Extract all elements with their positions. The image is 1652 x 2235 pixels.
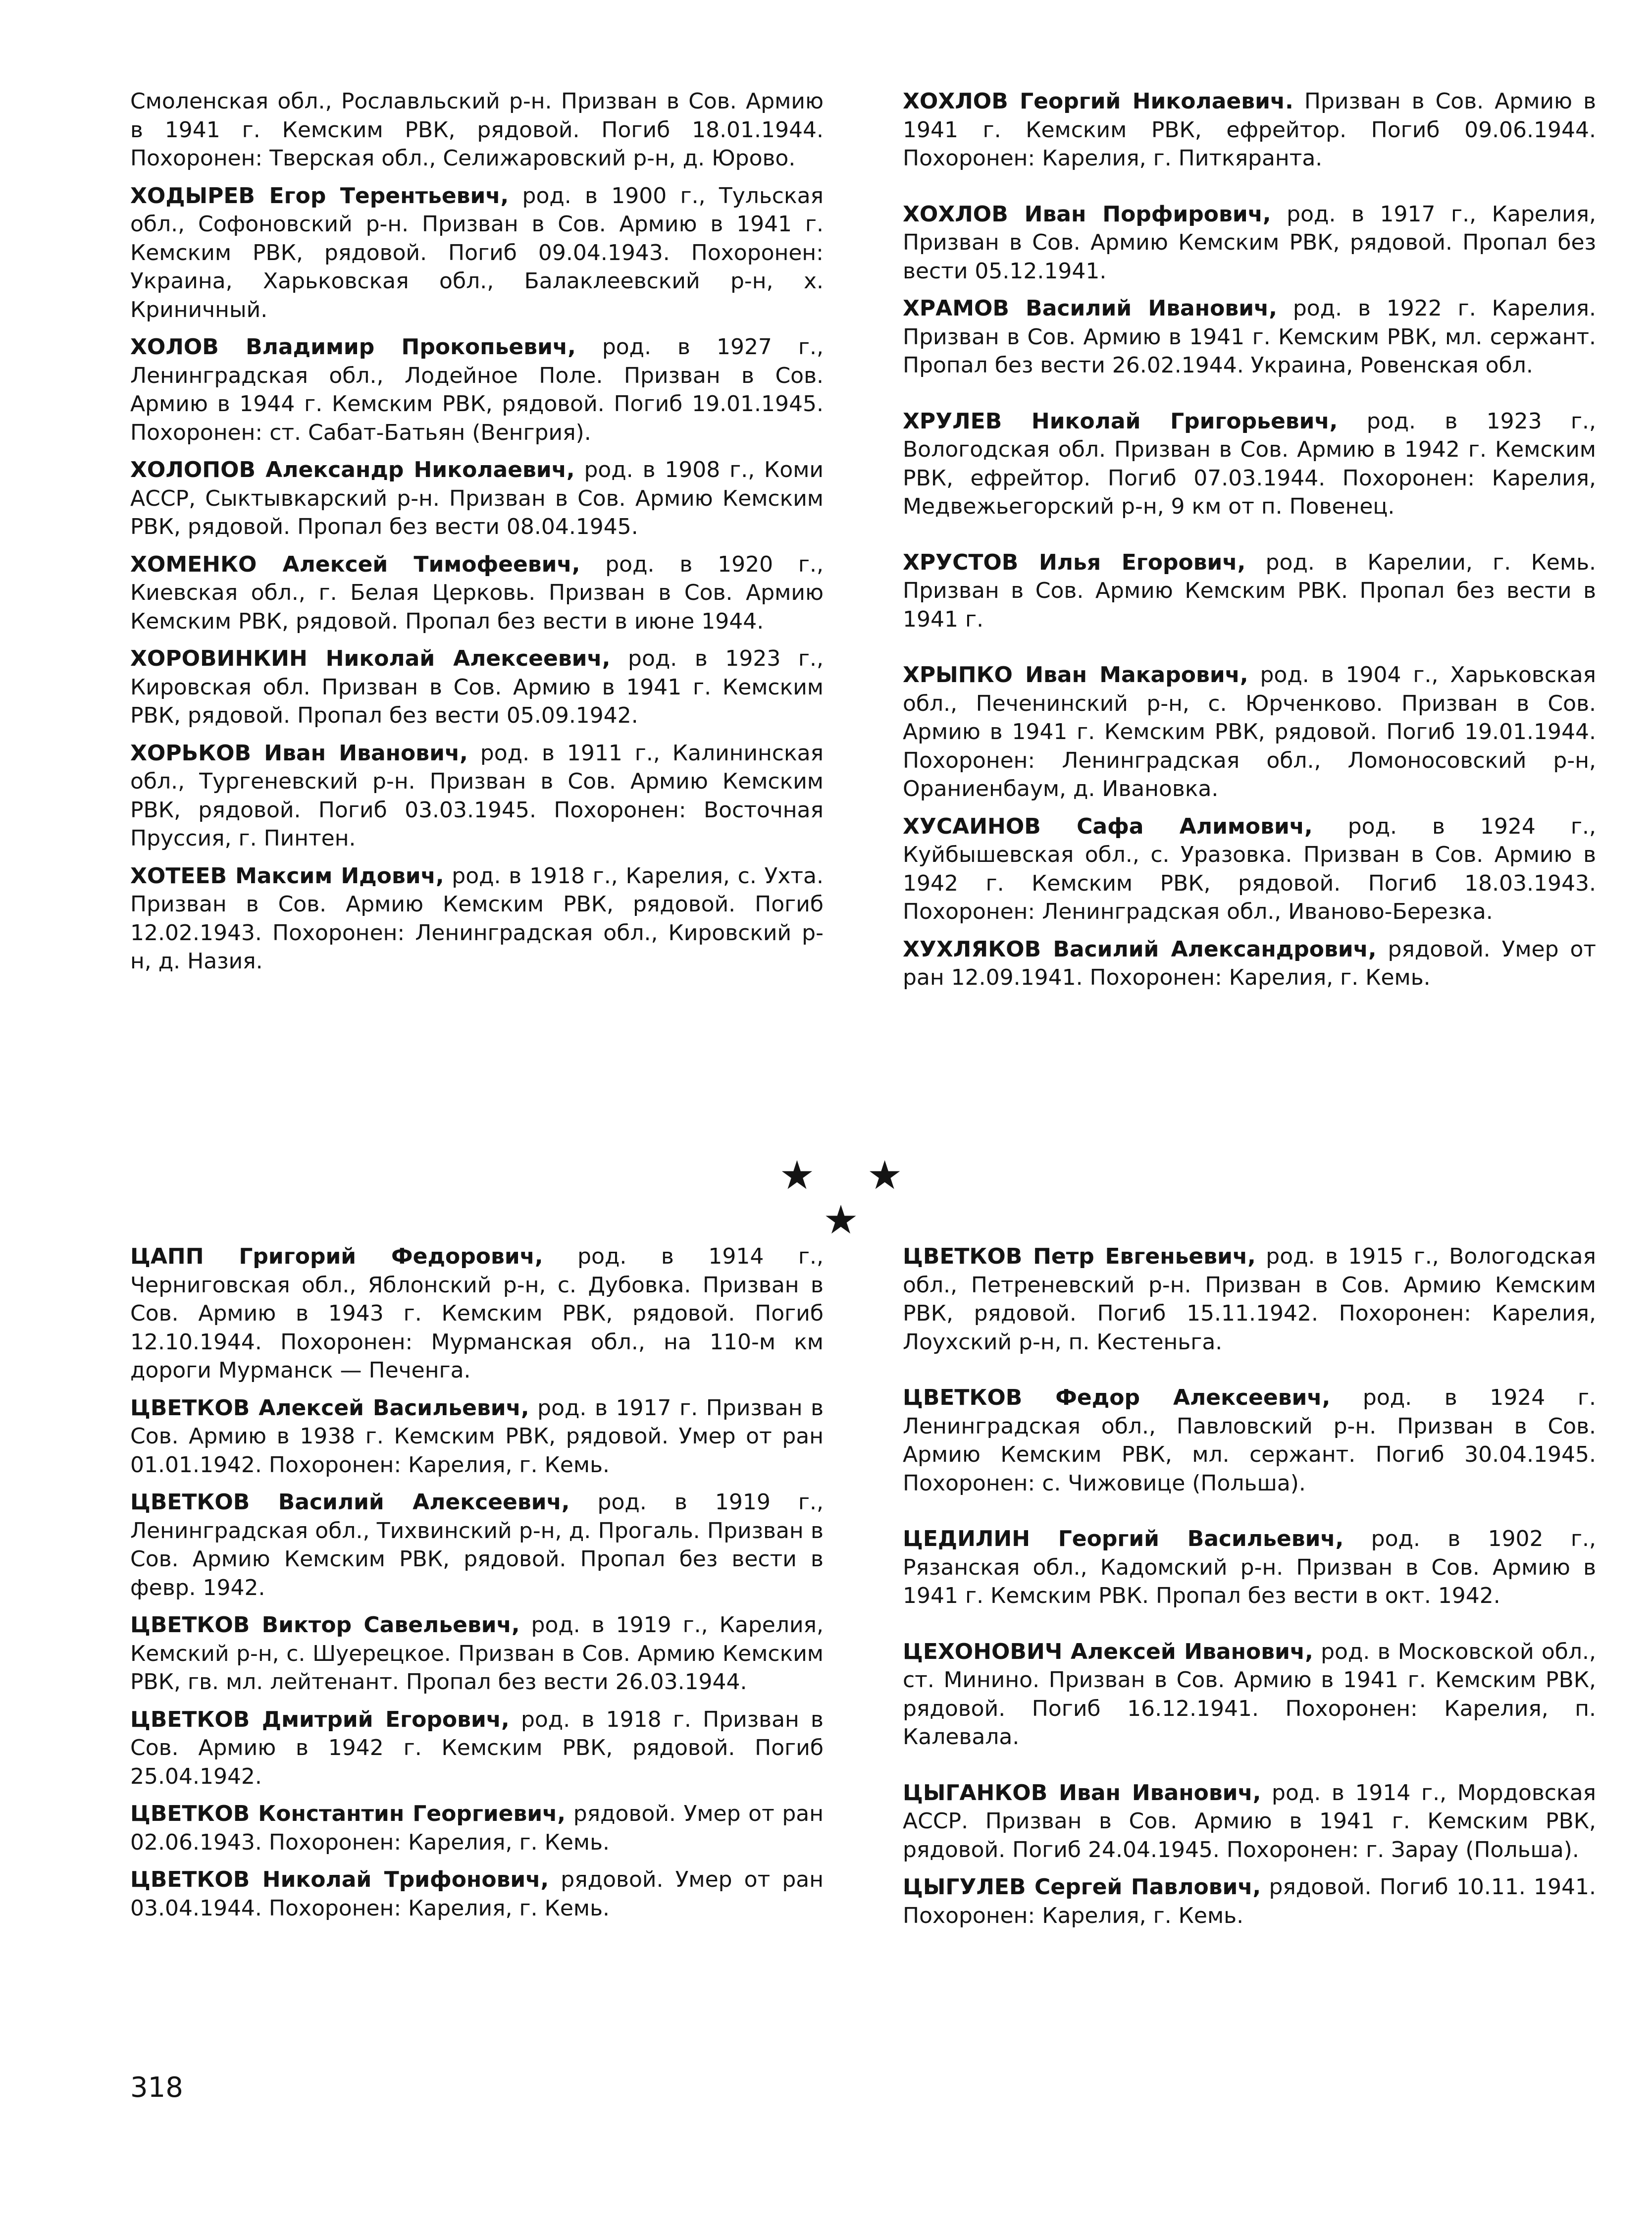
section-separator-stars: ★ ★ ★ [779, 1152, 923, 1243]
entry-name: ЦВЕТКОВ Алексей Васильевич, [130, 1395, 529, 1421]
entry [903, 1242, 1596, 1356]
entry [130, 1705, 824, 1791]
entry [903, 1384, 1596, 1497]
entry [903, 1638, 1596, 1752]
entry [130, 739, 824, 853]
entry-name: ЦВЕТКОВ Петр Евгеньевич, [903, 1244, 1256, 1269]
entry-text: род. в 1917 г., Карелия, Призван в Сов. Армию Кемским РВК, рядовой. Пропал без вести 05.12.1941. [903, 201, 1596, 284]
entry [130, 1611, 824, 1697]
entry [130, 1394, 824, 1480]
entry-text: рядовой. Погиб 10.11. 1941. Похоронен: Карелия, г. Кемь. [903, 1874, 1596, 1928]
entry-name: ХРАМОВ Василий Иванович, [903, 296, 1277, 321]
entry-text: рядовой. Умер от ран 12.09.1941. Похоронен: Карелия, г. Кемь. [903, 936, 1596, 990]
entry [903, 1873, 1596, 1930]
entry [903, 407, 1596, 521]
entry-text: род. в 1915 г., Вологодская обл., Петреневский р-н. Призван в Сов. Армию Кемским РВК, рядовой. Погиб 15.11.1942. Похоронен: Карелия, Лоухский р-н, п. Кестеньга. [903, 1244, 1596, 1355]
entry-text: род. в 1911 г., Калининская обл., Тургеневский р-н. Призван в Сов. Армию Кемским РВК, рядовой. Погиб 03.03.1945. Похоронен: Восточная Пруссия, г. Пинтен. [130, 740, 824, 851]
entry [130, 862, 824, 976]
entry-name: ХОРЬКОВ Иван Иванович, [130, 740, 468, 766]
entry-text: род. в 1914 г., Черниговская обл., Яблонский р-н, с. Дубовка. Призван в Сов. Армию в 1943 г. Кемским РВК, рядовой. Погиб 12.10.1944. Похоронен: Мурманская обл., на 110-м км дороги Мурманск — Печенга. [130, 1244, 824, 1383]
entry-text: род. в 1919 г., Ленинградская обл., Тихвинский р-н, д. Прогаль. Призван в Сов. Армию Кемским РВК, рядовой. Пропал без вести в февр. 1942. [130, 1490, 824, 1600]
entry [130, 456, 824, 541]
entry-name: ХОРОВИНКИН Николай Алексеевич, [130, 646, 611, 671]
entry [130, 1865, 824, 1922]
entry [903, 1779, 1596, 1864]
entry-name: ХОЛОПОВ Александр Николаевич, [130, 457, 575, 482]
entry-text: род. в 1924 г. Ленинградская обл., Павловский р-н. Призван в Сов. Армию Кемским РВК, мл. сержант. Погиб 30.04.1945. Похоронен: с. Чижовице (Польша). [903, 1385, 1596, 1496]
column-top-left [130, 87, 824, 976]
entry-name: ЦВЕТКОВ Николай Трифонович, [130, 1867, 549, 1892]
entry-name: ХРУЛЕВ Николай Григорьевич, [903, 408, 1338, 434]
entry [903, 935, 1596, 992]
entry [130, 1488, 824, 1602]
entry-text: род. в 1923 г., Кировская обл. Призван в Сов. Армию в 1941 г. Кемским РВК, рядовой. Пропал без вести 05.09.1942. [130, 646, 824, 728]
entry-text: род. в 1902 г., Рязанская обл., Кадомский р-н. Призван в Сов. Армию в 1941 г. Кемским РВК. Пропал без вести в окт. 1942. [903, 1526, 1596, 1608]
entry [130, 1800, 824, 1857]
entry-name: ХРУСТОВ Илья Егорович, [903, 549, 1246, 575]
entry-text: род. в Московской обл., ст. Минино. Призван в Сов. Армию в 1941 г. Кемским РВК, рядовой. Погиб 16.12.1941. Похоронен: Карелия, п. Калевала. [903, 1639, 1597, 1750]
entry [130, 1242, 824, 1385]
entry [903, 548, 1596, 634]
entry-name: ХОХЛОВ Георгий Николаевич. [903, 89, 1293, 114]
entry-name: ЦВЕТКОВ Дмитрий Егорович, [130, 1706, 510, 1732]
entry-name: ЦЫГУЛЕВ Сергей Павлович, [903, 1874, 1261, 1900]
entry-name: ХОМЕНКО Алексей Тимофеевич, [130, 551, 580, 577]
entry-text: род. в 1924 г., Куйбышевская обл., с. Уразовка. Призван в Сов. Армию в 1942 г. Кемским РВК, рядовой. Погиб 18.03.1943. Похоронен: Ленинградская обл., Иваново-Березка. [903, 813, 1596, 924]
entry-text: род. в 1922 г. Карелия. Призван в Сов. Армию в 1941 г. Кемским РВК, мл. сержант. Пропал без вести 26.02.1944. Украина, Ровенская обл. [903, 296, 1597, 378]
column-bottom-right [903, 1242, 1596, 1930]
entry [130, 333, 824, 447]
entry-text: род. в 1919 г., Карелия, Кемский р-н, с. Шуерецкое. Призван в Сов. Армию Кемским РВК, гв. мл. лейтенант. Пропал без вести 26.03.1944. [130, 1612, 824, 1695]
entry-name: ХОДЫРЕВ Егор Терентьевич, [130, 183, 509, 209]
entry-text: Призван в Сов. Армию в 1941 г. Кемским РВК, ефрейтор. Погиб 09.06.1944. Похоронен: Карелия, г. Питкяранта. [903, 89, 1596, 171]
entry-text: род. в 1908 г., Коми АССР, Сыктывкарский р-н. Призван в Сов. Армию Кемским РВК, рядовой. Пропал без вести 08.04.1945. [130, 457, 824, 539]
entry-name: ЦАПП Григорий Федорович, [130, 1244, 543, 1269]
page-number: 318 [130, 2072, 183, 2104]
entry [130, 87, 824, 173]
entry-text: род. в 1918 г. Призван в Сов. Армию в 1942 г. Кемским РВК, рядовой. Погиб 25.04.1942. [130, 1706, 824, 1789]
entry-name: ХОХЛОВ Иван Порфирович, [903, 201, 1271, 227]
entry-text: род. в 1923 г., Вологодская обл. Призван в Сов. Армию в 1942 г. Кемским РВК, ефрейтор. Погиб 07.03.1944. Похоронен: Карелия, Медвежьегорский р-н, 9 км от п. Повенец. [903, 408, 1597, 519]
entry-text: Смоленская обл., Рославльский р-н. Призван в Сов. Армию в 1941 г. Кемским РВК, рядовой. Погиб 18.01.1944. Похоронен: Тверская обл., Селижаровский р-н, д. Юрово. [130, 89, 824, 171]
entry-text: род. в 1904 г., Харьковская обл., Печенинский р-н, с. Юрченково. Призван в Сов. Армию в 1941 г. Кемским РВК, рядовой. Погиб 19.01.1944. Похоронен: Ленинградская обл., Ломоносовский р-н, Ораниенбаум, д. Ивановка. [903, 662, 1597, 801]
entry-name: ЦВЕТКОВ Федор Алексеевич, [903, 1385, 1331, 1410]
entry [903, 294, 1596, 380]
entry [130, 550, 824, 636]
entry-name: ЦЕДИЛИН Георгий Васильевич, [903, 1526, 1344, 1551]
entry-name: ЦЫГАНКОВ Иван Иванович, [903, 1780, 1261, 1806]
entry-name: ХРЫПКО Иван Макарович, [903, 662, 1248, 688]
entry [130, 644, 824, 730]
entry-text: рядовой. Умер от ран 02.06.1943. Похоронен: Карелия, г. Кемь. [130, 1801, 824, 1855]
entry [130, 182, 824, 324]
entry-text: род. в 1918 г., Карелия, с. Ухта. Призван в Сов. Армию Кемским РВК, рядовой. Погиб 12.02.1943. Похоронен: Ленинградская обл., Кировский р-н, д. Назия. [130, 863, 824, 974]
entry-text: род. в 1920 г., Киевская обл., г. Белая Церковь. Призван в Сов. Армию Кемским РВК, рядовой. Пропал без вести в июне 1944. [130, 551, 824, 634]
entry-text: род. в 1927 г., Ленинградская обл., Лодейное Поле. Призван в Сов. Армию в 1944 г. Кемским РВК, рядовой. Погиб 19.01.1945. Похоронен: ст. Сабат-Батьян (Венгрия). [130, 334, 824, 445]
entry [903, 87, 1596, 173]
entry-text: род. в 1900 г., Тульская обл., Софоновский р-н. Призван в Сов. Армию в 1941 г. Кемским РВК, рядовой. Погиб 09.04.1943. Похоронен: Украина, Харьковская обл., Балаклеевский р-н, х. Криничный. [130, 183, 824, 322]
entry [903, 812, 1596, 926]
column-bottom-left [130, 1242, 824, 1922]
entry-name: ХУХЛЯКОВ Василий Александрович, [903, 936, 1377, 962]
entry-text: род. в 1914 г., Мордовская АССР. Призван в Сов. Армию в 1941 г. Кемским РВК, рядовой. Погиб 24.04.1945. Похоронен: г. Зарау (Польша). [903, 1780, 1596, 1862]
entry-text: род. в Карелии, г. Кемь. Призван в Сов. Армию Кемским РВК. Пропал без вести в 1941 г. [903, 549, 1596, 632]
entry-name: ХОТЕЕВ Максим Идович, [130, 863, 444, 889]
entry-text: рядовой. Умер от ран 03.04.1944. Похоронен: Карелия, г. Кемь. [130, 1867, 824, 1921]
entry-name: ХУСАИНОВ Сафа Алимович, [903, 813, 1313, 839]
entry-name: ХОЛОВ Владимир Прокопьевич, [130, 334, 576, 360]
entry-name: ЦВЕТКОВ Виктор Савельевич, [130, 1612, 520, 1638]
entry-text: род. в 1917 г. Призван в Сов. Армию в 1938 г. Кемским РВК, рядовой. Умер от ран 01.01.1942. Похоронен: Карелия, г. Кемь. [130, 1395, 824, 1478]
entry-name: ЦЕХОНОВИЧ Алексей Иванович, [903, 1639, 1313, 1664]
entry [903, 661, 1596, 803]
entry [903, 200, 1596, 286]
entry-name: ЦВЕТКОВ Василий Алексеевич, [130, 1490, 570, 1515]
entry [903, 1525, 1596, 1610]
entry-name: ЦВЕТКОВ Константин Георгиевич, [130, 1801, 566, 1826]
column-top-right [903, 87, 1596, 992]
